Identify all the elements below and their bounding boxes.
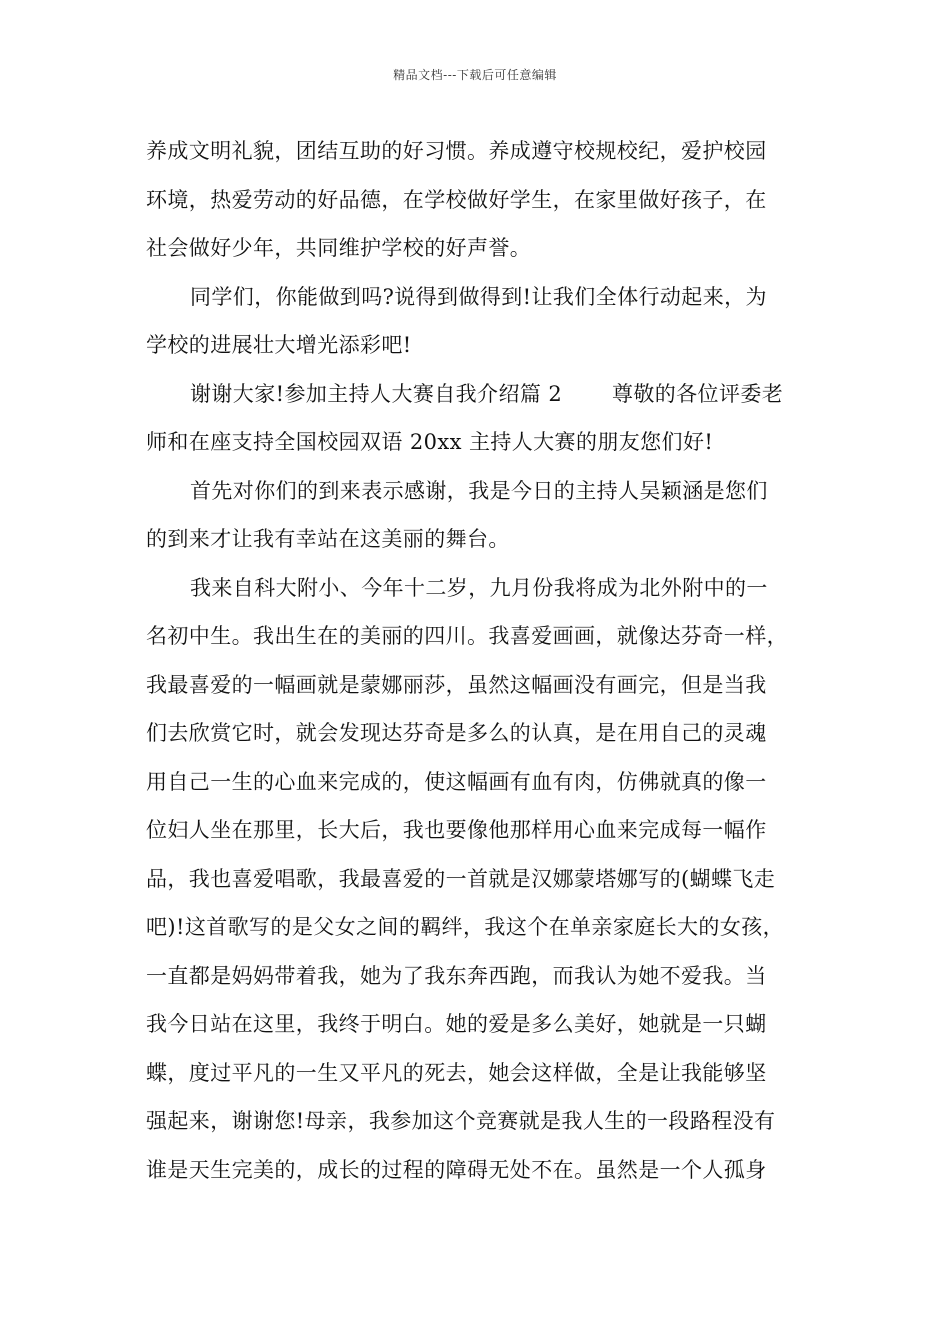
text-line: 环境，热爱劳动的好品德，在学校做好学生，在家里做好孩子，在 [146, 187, 767, 212]
text-line: 养成文明礼貌，团结互助的好习惯。养成遵守校规校纪，爱护校园 [146, 139, 767, 163]
text-line-indented: 我来自科大附小、今年十二岁，九月份我将成为北外附中的一 [190, 575, 768, 600]
text-line-indented: 首先对你们的到来表示感谢，我是今日的主持人吴颖涵是您们 [190, 478, 768, 503]
text-line: 师和在座支持全国校园双语 20xx 主持人大赛的朋友您们好! [146, 430, 714, 454]
text-line: 我今日站在这里，我终于明白。她的爱是多么美好，她就是一只蝴 [146, 1012, 767, 1036]
text-line: 品，我也喜爱唱歌，我最喜爱的一首就是汉娜蒙塔娜写的(蝴蝶飞走 [146, 866, 776, 891]
text-line: 我最喜爱的一幅画就是蒙娜丽莎，虽然这幅画没有画完，但是当我 [146, 672, 767, 697]
document-body [146, 127, 806, 1194]
text-line-indented: 同学们，你能做到吗?说得到做得到!让我们全体行动起来，为 [190, 284, 767, 309]
text-line: 位妇人坐在那里，长大后，我也要像他那样用心血来完成每一幅作 [146, 818, 767, 842]
text-line: 谁是天生完美的，成长的过程的障碍无处不在。虽然是一个人孤身 [146, 1157, 767, 1182]
text-line: 社会做好少年，共同维护学校的好声誉。 [146, 236, 532, 260]
text-line-indented: 谢谢大家!参加主持人大赛自我介绍篇 2 尊敬的各位评委老 [190, 381, 784, 406]
text-line: 名初中生。我出生在的美丽的四川。我喜爱画画，就像达芬奇一样， [146, 624, 788, 648]
text-line: 们去欣赏它时，就会发现达芬奇是多么的认真，是在用自己的灵魂 [146, 721, 767, 745]
text-line: 蝶，度过平凡的一生又平凡的死去，她会这样做，全是让我能够坚 [146, 1060, 767, 1085]
text-line: 吧)!这首歌写的是父女之间的羁绊，我这个在单亲家庭长大的女孩， [146, 915, 785, 939]
text-line: 的到来才让我有幸站在这美丽的舞台。 [146, 527, 510, 551]
text-line: 强起来，谢谢您!母亲，我参加这个竞赛就是我人生的一段路程没有 [146, 1109, 776, 1133]
text-line: 一直都是妈妈带着我，她为了我东奔西跑，而我认为她不爱我。当 [146, 963, 767, 988]
text-line: 学校的进展壮大增光添彩吧! [146, 333, 412, 357]
page-header: 精品文档---下载后可任意编辑 [393, 68, 557, 82]
text-line: 用自己一生的心血来完成的，使这幅画有血有肉，仿佛就真的像一 [146, 769, 767, 794]
